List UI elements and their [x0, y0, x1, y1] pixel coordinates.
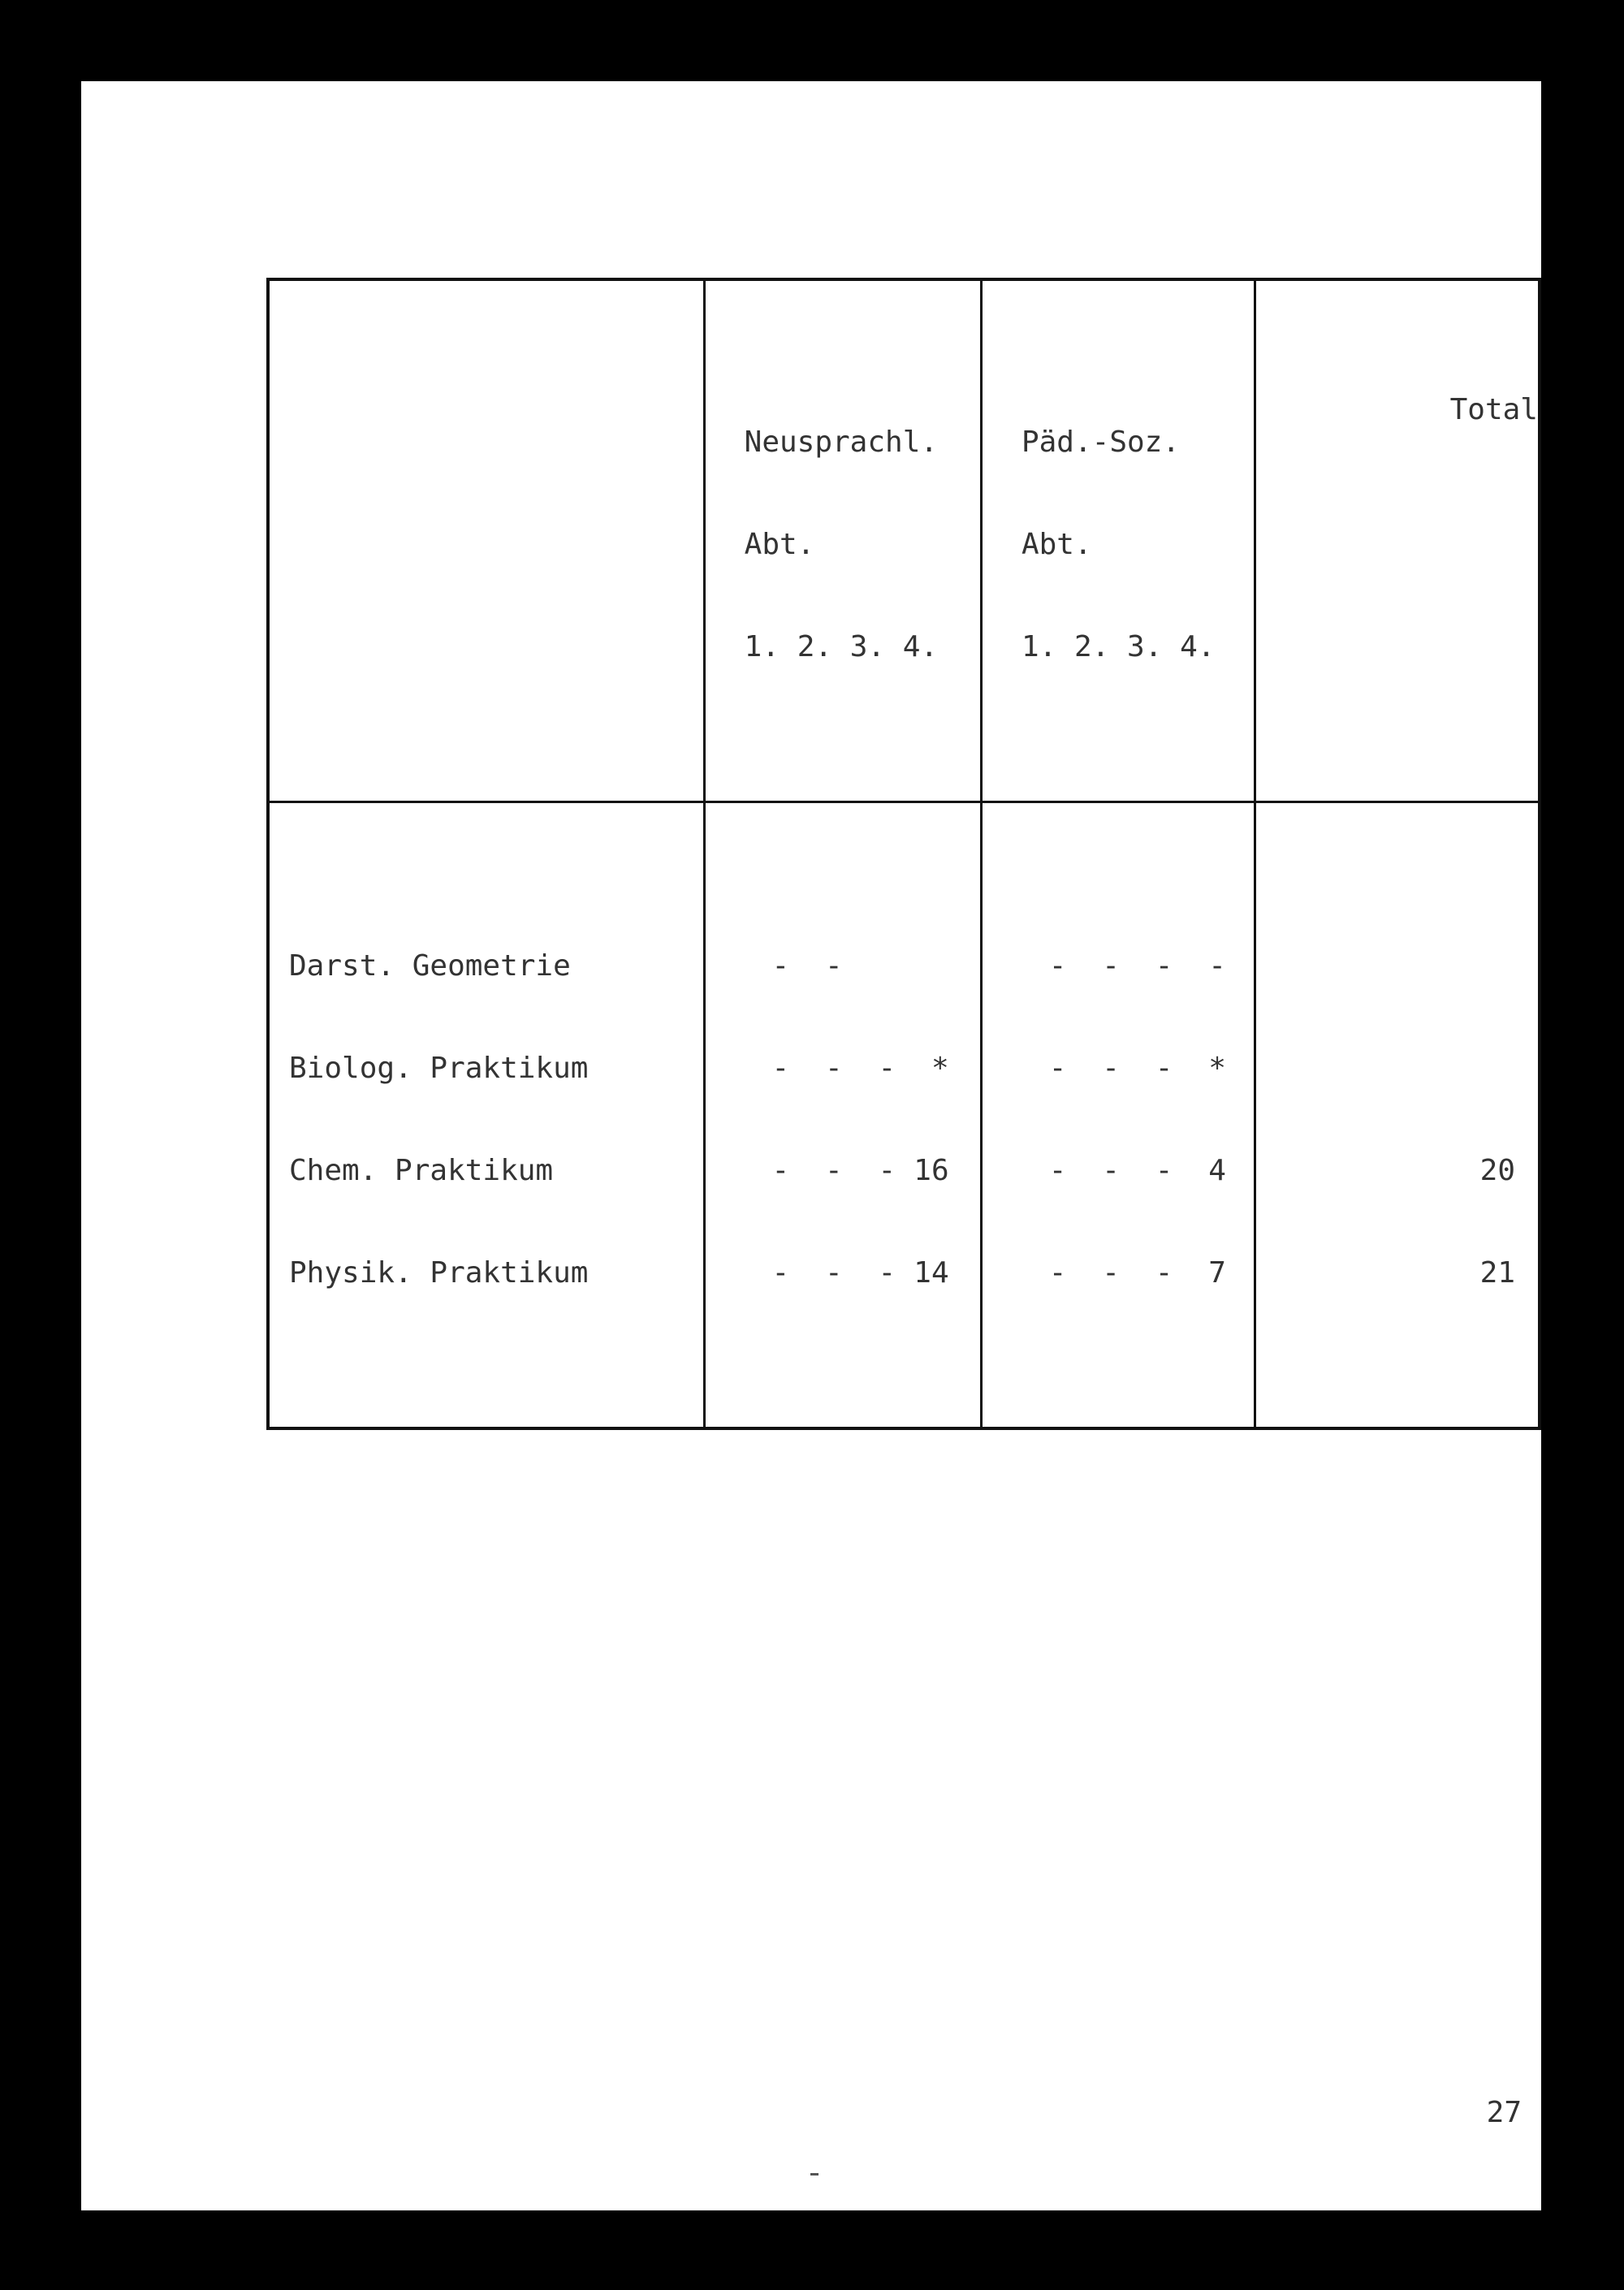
table-cell: - [878, 1154, 896, 1187]
paed-soz-row [1013, 1256, 1226, 1290]
header-total-cell [1255, 279, 1540, 802]
subject-label: Biolog. Praktikum [289, 1052, 589, 1085]
total-cell [1256, 949, 1515, 983]
table-cell: - [1048, 1052, 1067, 1085]
scan-speck [810, 2173, 818, 2176]
table-cell: - [1102, 1154, 1120, 1187]
subject-label: Physik. Praktikum [289, 1256, 589, 1290]
subject-label: Chem. Praktikum [289, 1154, 554, 1187]
grade-label: 1. [1021, 630, 1057, 663]
table-cell: - [824, 1256, 843, 1290]
total-column [1255, 802, 1540, 1429]
grade-label: 3. [849, 630, 886, 663]
table-cell: - [771, 1052, 790, 1085]
grade-label: 2. [1074, 630, 1110, 663]
statistics-table [266, 278, 1541, 1430]
header-total-label: Total [1449, 393, 1538, 426]
table-cell: - [824, 1154, 843, 1187]
neusprachl-column [704, 802, 981, 1429]
table-cell [896, 949, 949, 983]
neusprachl-row [736, 1256, 949, 1290]
neusprachl-row [736, 1154, 949, 1188]
header-neusprachl-abt: Abt. [744, 528, 815, 561]
header-paed-soz-grades [1021, 630, 1254, 664]
table-cell: - [1102, 949, 1120, 983]
document-page [81, 81, 1541, 2210]
table-cell: - [824, 949, 843, 983]
table-cell: - [878, 1256, 896, 1290]
header-paed-soz-title: Päd.-Soz. [1021, 426, 1181, 459]
table-cell: - [771, 1256, 790, 1290]
header-paed-soz-abt: Abt. [1021, 528, 1092, 561]
paed-soz-row [1013, 1154, 1226, 1188]
grade-label: 3. [1127, 630, 1163, 663]
neusprachl-row [736, 1052, 949, 1086]
table-cell: - [1155, 1052, 1173, 1085]
table-cell: - [771, 1154, 790, 1187]
total-cell: 21 [1479, 1256, 1515, 1290]
page-number: 27 [1486, 2096, 1522, 2129]
grade-label: 4. [1180, 630, 1216, 663]
total-cell: 20 [1479, 1154, 1515, 1187]
table-cell: * [931, 1052, 949, 1085]
table-cell: - [1048, 949, 1067, 983]
header-paed-soz-cell [981, 279, 1255, 802]
header-neusprachl-grades [745, 630, 980, 664]
table-cell: - [1208, 949, 1226, 983]
header-subject-label [410, 315, 428, 348]
grade-label: 2. [797, 630, 833, 663]
table-cell: - [1155, 949, 1173, 983]
neusprachl-row [736, 949, 949, 983]
table-cell: * [1208, 1052, 1226, 1085]
table-cell: 16 [914, 1154, 949, 1187]
header-neusprachl-cell [704, 279, 981, 802]
subject-column [268, 802, 704, 1429]
table-cell: 14 [914, 1256, 949, 1290]
table-cell: 7 [1208, 1256, 1226, 1290]
table-cell: - [824, 1052, 843, 1085]
total-cell [1256, 1052, 1515, 1086]
table-cell: - [1155, 1154, 1173, 1187]
table-cell: - [1102, 1256, 1120, 1290]
subject-label: Darst. Geometrie [289, 949, 571, 983]
paed-soz-row [1013, 1052, 1226, 1086]
table-body-row [268, 802, 1540, 1429]
table-cell: - [1102, 1052, 1120, 1085]
table-header-row [268, 279, 1540, 802]
grade-label: 1. [744, 630, 780, 663]
table-cell: - [1155, 1256, 1173, 1290]
table-cell [843, 949, 896, 983]
paed-soz-row [1013, 949, 1226, 983]
header-neusprachl-title: Neusprachl. [744, 426, 939, 459]
table-cell: - [771, 949, 790, 983]
table-cell: 4 [1208, 1154, 1226, 1187]
table-cell: - [878, 1052, 896, 1085]
grade-label: 4. [902, 630, 939, 663]
paed-soz-column [981, 802, 1255, 1429]
table-cell: - [1048, 1256, 1067, 1290]
header-subject-cell [268, 279, 704, 802]
table-cell: - [1048, 1154, 1067, 1187]
